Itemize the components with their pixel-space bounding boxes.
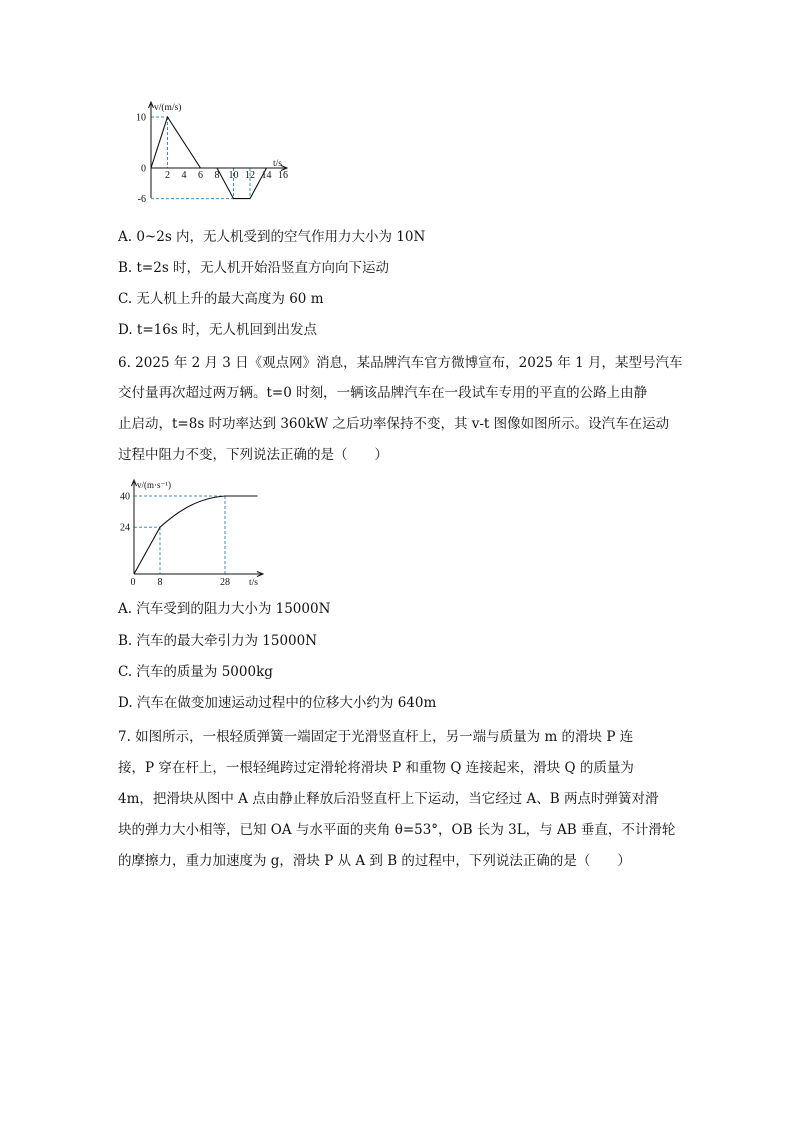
q6-stem-line-1: 6. 2025 年 2 月 3 日《观点网》消息，某品牌汽车官方微博宣布，2025 年 1 月，某型号汽车 — [118, 355, 683, 371]
q5-option-d: D. t=16s 时，无人机回到出发点 — [118, 322, 318, 338]
x-tick-label: 12 — [245, 170, 255, 181]
x-tick-label: 16 — [278, 170, 288, 181]
x-tick-label: 2 — [165, 170, 170, 181]
x-tick-label: 8 — [214, 170, 220, 181]
y-tick-label: 40 — [120, 491, 130, 503]
q6-option-c: C. 汽车的质量为 5000kg — [118, 664, 273, 680]
q6-stem-line-4: 过程中阻力不变，下列说法正确的是（ ） — [118, 447, 388, 463]
y-tick-label: 0 — [141, 163, 146, 175]
q6-option-a: A. 汽车受到的阻力大小为 15000N — [118, 601, 331, 617]
y-tick-label: 10 — [136, 112, 146, 124]
x-axis-label: t/s — [249, 578, 258, 588]
y-axis-label: v/(m/s) — [154, 103, 182, 113]
chart2-guides — [134, 496, 225, 574]
chart1-axes — [149, 102, 288, 198]
y-tick-label: 24 — [120, 522, 130, 534]
x-tick-label: 0 — [130, 577, 136, 588]
velocity-curve — [134, 496, 258, 574]
q7-stem-line-4: 块的弹力大小相等，已知 OA 与水平面的夹角 θ=53°，OB 长为 3L，与 AB 垂直，不计滑轮 — [118, 822, 676, 838]
x-tick-label: 10 — [228, 170, 239, 181]
q6-option-d: D. 汽车在做变加速运动过程中的位移大小约为 640m — [118, 695, 437, 711]
q5-option-b: B. t=2s 时，无人机开始沿竖直方向向下运动 — [118, 260, 390, 276]
q7-stem-line-1: 7. 如图所示，一根轻质弹簧一端固定于光滑竖直杆上，另一端与质量为 m 的滑块 P 连 — [118, 729, 634, 745]
velocity-line — [151, 117, 283, 199]
q6-stem-line-2: 交付量再次超过两万辆。t=0 时刻，一辆该品牌汽车在一段试车专用的平直的公路上由静 — [118, 385, 648, 401]
q7-stem-line-3: 4m，把滑块从图中 A 点由静止释放后沿竖直杆上下运动，当它经过 A、B 两点时弹簧对滑 — [118, 791, 659, 807]
drone-vt-chart — [118, 98, 298, 213]
x-tick-label: 6 — [198, 170, 203, 181]
q5-option-c: C. 无人机上升的最大高度为 60 m — [118, 291, 324, 307]
x-tick-label: 8 — [157, 577, 163, 588]
chart1-series — [151, 117, 283, 199]
chart2-series — [134, 496, 258, 574]
q5-option-a: A. 0~2s 内，无人机受到的空气作用力大小为 10N — [118, 229, 426, 245]
x-axis-label: t/s — [273, 159, 282, 169]
q6-option-b: B. 汽车的最大牵引力为 15000N — [118, 633, 318, 649]
q6-stem-line-3: 止启动，t=8s 时功率达到 360kW 之后功率保持不变，其 v-t 图像如图所示。设汽车在运动 — [118, 416, 670, 432]
x-tick-label: 4 — [181, 170, 187, 181]
car-vt-chart — [118, 476, 268, 591]
y-axis-label: v/(m·s⁻¹) — [137, 480, 171, 490]
chart2-axes — [132, 480, 264, 577]
y-tick-label: -6 — [137, 194, 146, 206]
chart1-guides — [151, 117, 250, 199]
q7-stem-line-5: 的摩擦力，重力加速度为 g，滑块 P 从 A 到 B 的过程中，下列说法正确的是（ ） — [118, 853, 631, 869]
q7-stem-line-2: 接，P 穿在杆上，一根轻绳跨过定滑轮将滑块 P 和重物 Q 连接起来，滑块 Q 的质量为 — [118, 760, 634, 776]
x-tick-label: 28 — [220, 577, 230, 588]
x-tick-label: 14 — [261, 170, 272, 181]
